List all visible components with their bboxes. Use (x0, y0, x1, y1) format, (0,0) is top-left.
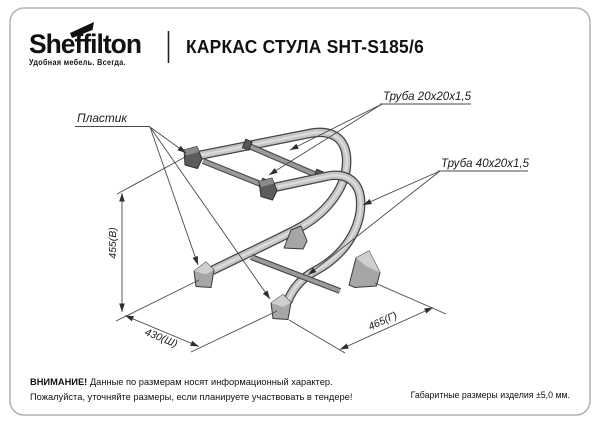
dimension-height-text: 455(В) (107, 227, 119, 259)
warning-note-line1 (30, 377, 333, 387)
dimension-width-text: 430(Ш) (143, 326, 180, 351)
logo-text: Sheffilton (29, 29, 141, 59)
sheet-border (10, 8, 590, 415)
page-title: КАРКАС СТУЛА SHT-S185/6 (186, 36, 424, 57)
warning-note-line2: Пожалуйста, уточняйте размеры, если планируете участвовать в тендере! (30, 392, 353, 402)
label-tube-small-text: Труба 20х20х1,5 (383, 91, 472, 103)
dimension-depth-text: 465(Г) (366, 309, 400, 333)
label-tube-large-text: Труба 40х20х1,5 (441, 158, 530, 170)
logo-tagline: Удобная мебель. Всегда. (29, 57, 126, 67)
tolerance-note: Габаритные размеры изделия ±5,0 мм. (410, 390, 570, 400)
warning-text: Данные по размерам носят информационный характер. (87, 377, 333, 387)
label-plastic-text: Пластик (77, 113, 128, 125)
warning-emphasis: ВНИМАНИЕ! (30, 377, 88, 387)
